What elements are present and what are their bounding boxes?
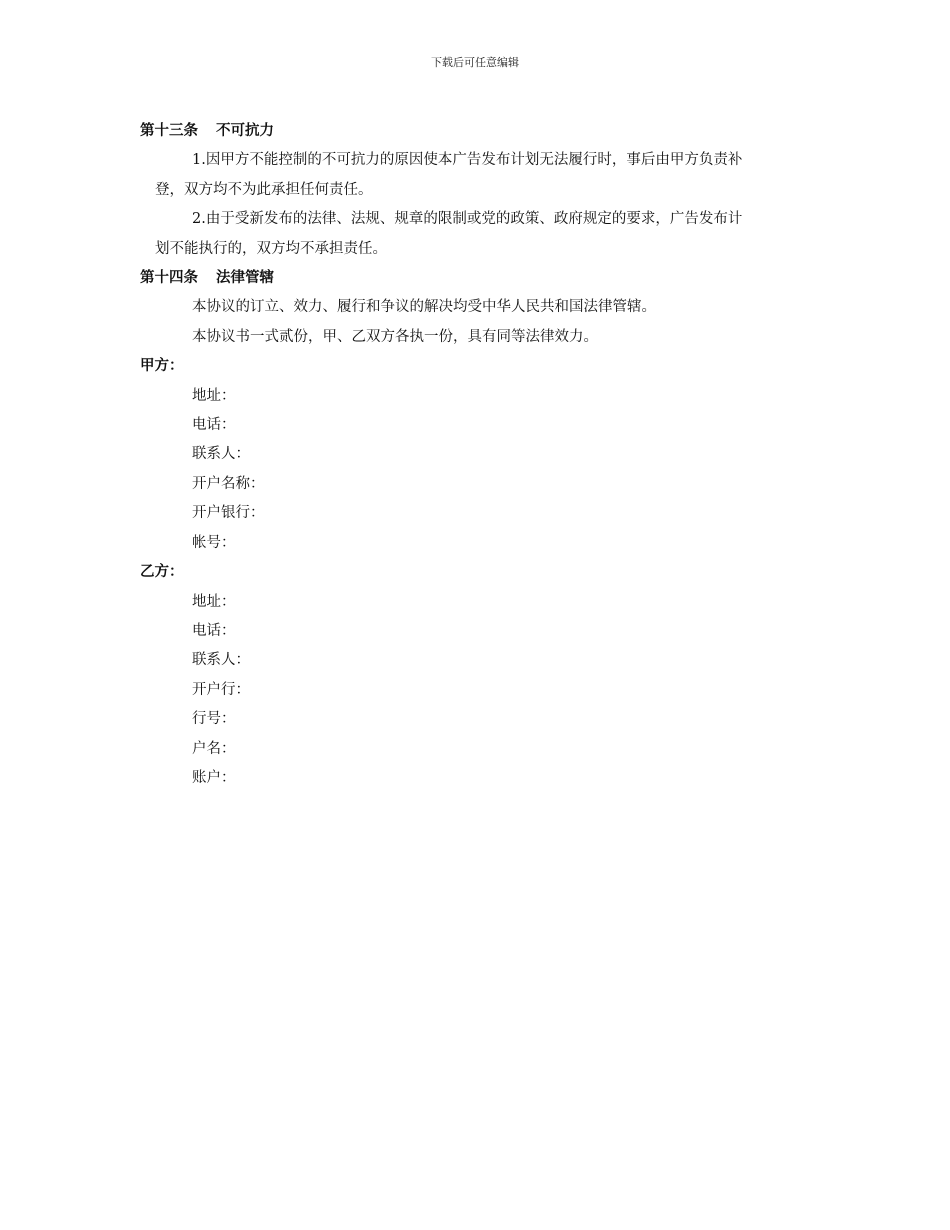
document-body (140, 117, 812, 793)
party-a-account-number-field: 帐号： (192, 534, 236, 551)
page-header-note: 下载后可任意编辑 (431, 56, 519, 69)
article-14-number: 第十四条 (140, 270, 198, 287)
article-14-paragraph-1: 本协议的订立、效力、履行和争议的解决均受中华人民共和国法律管辖。 (192, 299, 656, 316)
article-13-clause-1-line-1: 1.因甲方不能控制的不可抗力的原因使本广告发布计划无法履行时，事后由甲方负责补 (192, 152, 743, 169)
article-13-heading (140, 117, 812, 146)
party-a-label: 甲方： (140, 358, 184, 375)
party-b-account-name-field: 户名： (192, 740, 236, 757)
party-a-address-field: 地址： (192, 387, 236, 404)
party-b-contact-field: 联系人： (192, 652, 250, 669)
party-b-address-field: 地址： (192, 593, 236, 610)
article-13-number: 第十三条 (140, 123, 198, 139)
article-13-clause-2-line-1: 2.由于受新发布的法律、法规、规章的限制或党的政策、政府规定的要求，广告发布计 (192, 211, 743, 228)
party-a-contact-field: 联系人： (192, 446, 250, 463)
article-13-title: 不可抗力 (216, 123, 274, 139)
party-b-account-field: 账户： (192, 769, 236, 786)
party-b-bank-code-field: 行号： (192, 711, 236, 728)
article-13-clause-2-line-2: 划不能执行的，双方均不承担责任。 (155, 240, 387, 257)
party-b-phone-field: 电话： (192, 622, 236, 639)
article-13-clause-1-line-2: 登，双方均不为此承担任何责任。 (155, 181, 373, 198)
party-b-bank-field: 开户行： (192, 681, 250, 698)
party-a-bank-field: 开户银行： (192, 505, 265, 522)
article-14-title: 法律管辖 (216, 270, 274, 287)
article-14-heading (140, 264, 812, 293)
article-14-paragraph-2: 本协议书一式贰份，甲、乙双方各执一份，具有同等法律效力。 (192, 328, 598, 345)
party-a-account-name-field: 开户名称： (192, 475, 265, 492)
party-a-phone-field: 电话： (192, 417, 236, 434)
party-b-label: 乙方： (140, 564, 184, 581)
